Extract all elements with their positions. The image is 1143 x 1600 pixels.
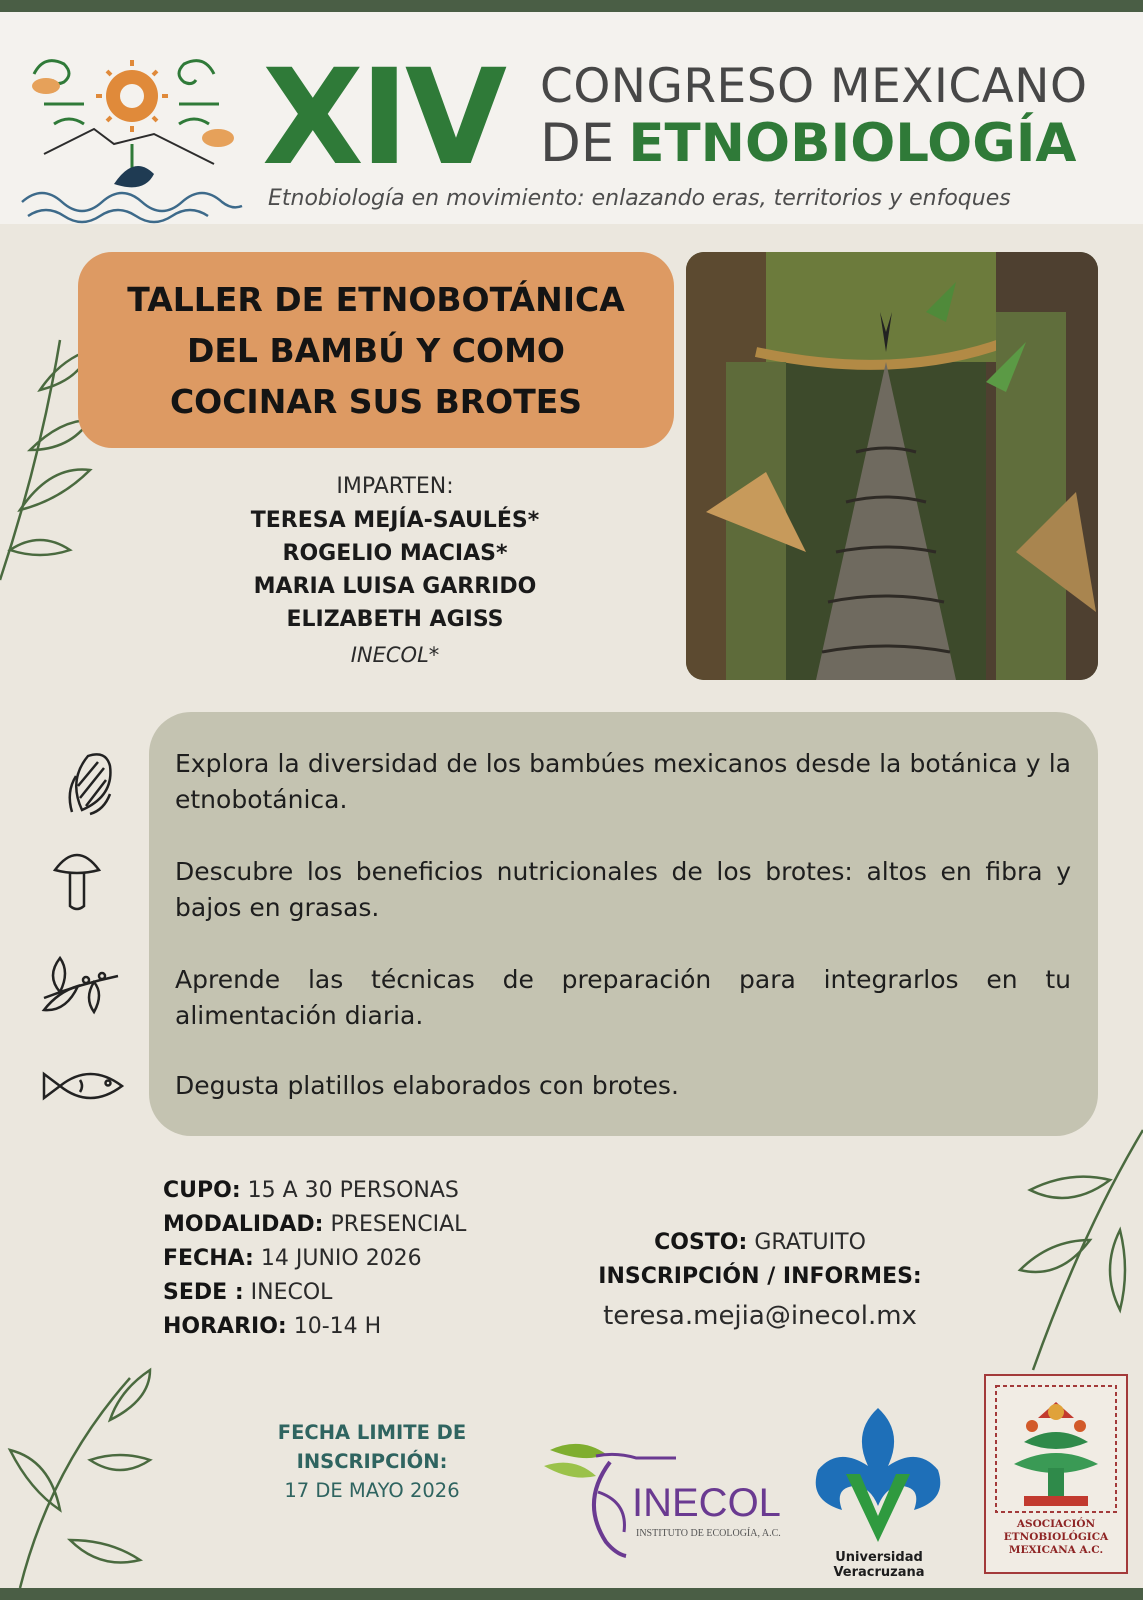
workshop-info-panel bbox=[149, 712, 1098, 1136]
corn-icon bbox=[62, 748, 118, 818]
detail-schedule bbox=[163, 1310, 466, 1344]
uv-emblem-icon bbox=[808, 1404, 948, 1546]
info-item: Descubre los beneficios nutricionales de los brotes: altos en fibra y bajos en grasas. bbox=[175, 857, 1071, 922]
cost-row bbox=[560, 1226, 960, 1260]
deadline-label-line: INSCRIPCIÓN: bbox=[296, 1450, 448, 1473]
bamboo-shoot-photo bbox=[686, 252, 1098, 680]
detail-modality bbox=[163, 1208, 466, 1242]
aem-emblem-icon bbox=[994, 1384, 1118, 1514]
cost-and-registration bbox=[560, 1226, 960, 1338]
header bbox=[0, 12, 1143, 224]
info-item: Explora la diversidad de los bambúes mexicanos desde la botánica y la etnobotánica. bbox=[175, 749, 1071, 814]
aem-name-line: ASOCIACIÓN bbox=[1016, 1518, 1096, 1530]
congress-emblem-icon bbox=[14, 34, 250, 224]
registration-deadline bbox=[232, 1418, 512, 1506]
workshop-title bbox=[127, 274, 624, 427]
congress-title-prefix: DE bbox=[540, 113, 615, 174]
uv-name: Universidad Veracruzana bbox=[833, 1550, 925, 1580]
instructors-block bbox=[160, 470, 630, 674]
info-item: Degusta platillos elaborados con brotes. bbox=[175, 1071, 679, 1100]
instructor-name: ELIZABETH AGISS bbox=[286, 607, 504, 632]
detail-capacity bbox=[163, 1174, 466, 1208]
instructors-label: IMPARTEN: bbox=[336, 474, 454, 499]
deadline-label bbox=[232, 1418, 512, 1476]
congress-title-line2 bbox=[540, 113, 1077, 174]
plant-branch-icon bbox=[40, 952, 120, 1018]
detail-value: 15 A 30 PERSONAS bbox=[247, 1178, 459, 1203]
workshop-title-line: COCINAR SUS BROTES bbox=[169, 381, 583, 421]
universidad-veracruzana-logo bbox=[794, 1404, 964, 1580]
detail-value: 14 JUNIO 2026 bbox=[260, 1246, 422, 1271]
detail-label: HORARIO: bbox=[163, 1314, 287, 1339]
aem-name-line: ETNOBIOLÓGICA bbox=[1003, 1531, 1109, 1543]
bottom-border-bar bbox=[0, 1588, 1143, 1600]
leaf-branch-decoration-bottom-icon bbox=[0, 1360, 200, 1588]
fish-icon bbox=[40, 1064, 124, 1108]
workshop-title-box bbox=[78, 252, 674, 448]
mushroom-icon bbox=[52, 848, 102, 912]
leaf-branch-decoration-right-icon bbox=[1010, 1120, 1143, 1380]
cost-value: GRATUITO bbox=[754, 1230, 866, 1255]
inecol-wordmark: INECOL bbox=[632, 1481, 781, 1525]
congress-tagline: Etnobiología en movimiento: enlazando eras, territorios y enfoques bbox=[268, 186, 1011, 211]
congress-title-line1: CONGRESO MEXICANO bbox=[540, 59, 1088, 114]
deadline-date: 17 DE MAYO 2026 bbox=[284, 1479, 460, 1502]
inecol-logo bbox=[540, 1432, 792, 1560]
detail-venue bbox=[163, 1276, 466, 1310]
detail-label: FECHA: bbox=[163, 1246, 254, 1271]
deadline-label-line: FECHA LIMITE DE bbox=[277, 1421, 467, 1444]
detail-label: SEDE : bbox=[163, 1280, 244, 1305]
registration-label bbox=[560, 1260, 960, 1294]
inecol-subtitle: INSTITUTO DE ECOLOGÍA, A.C. bbox=[636, 1528, 781, 1539]
top-border-bar bbox=[0, 0, 1143, 12]
cost-label: COSTO: bbox=[654, 1230, 748, 1255]
detail-value: 10-14 H bbox=[293, 1314, 382, 1339]
workshop-title-line: TALLER DE ETNOBOTÁNICA bbox=[127, 279, 625, 319]
detail-value: INECOL bbox=[250, 1280, 333, 1305]
registration-label-text: INSCRIPCIÓN / INFORMES: bbox=[598, 1264, 922, 1289]
workshop-title-line: DEL BAMBÚ Y COMO bbox=[187, 330, 565, 370]
detail-date bbox=[163, 1242, 466, 1276]
aem-name-line: MEXICANA A.C. bbox=[1008, 1544, 1104, 1556]
congress-title-main: ETNOBIOLOGÍA bbox=[628, 113, 1077, 174]
instructor-name: MARIA LUISA GARRIDO bbox=[253, 574, 537, 599]
instructor-name: ROGELIO MACIAS* bbox=[282, 541, 508, 566]
contact-email-link[interactable]: teresa.mejia@inecol.mx bbox=[603, 1301, 917, 1331]
info-item: Aprende las técnicas de preparación para integrarlos en tu alimentación diaria. bbox=[175, 965, 1071, 1030]
workshop-details bbox=[163, 1174, 466, 1344]
aem-name bbox=[986, 1518, 1126, 1557]
detail-label: CUPO: bbox=[163, 1178, 241, 1203]
instructors-affiliation: INECOL* bbox=[350, 643, 440, 667]
instructor-name: TERESA MEJÍA-SAULÉS* bbox=[250, 508, 540, 533]
congress-edition-number: XIV bbox=[262, 41, 504, 195]
detail-label: MODALIDAD: bbox=[163, 1212, 324, 1237]
asociacion-etnobiologica-logo bbox=[984, 1374, 1128, 1574]
detail-value: PRESENCIAL bbox=[330, 1212, 467, 1237]
